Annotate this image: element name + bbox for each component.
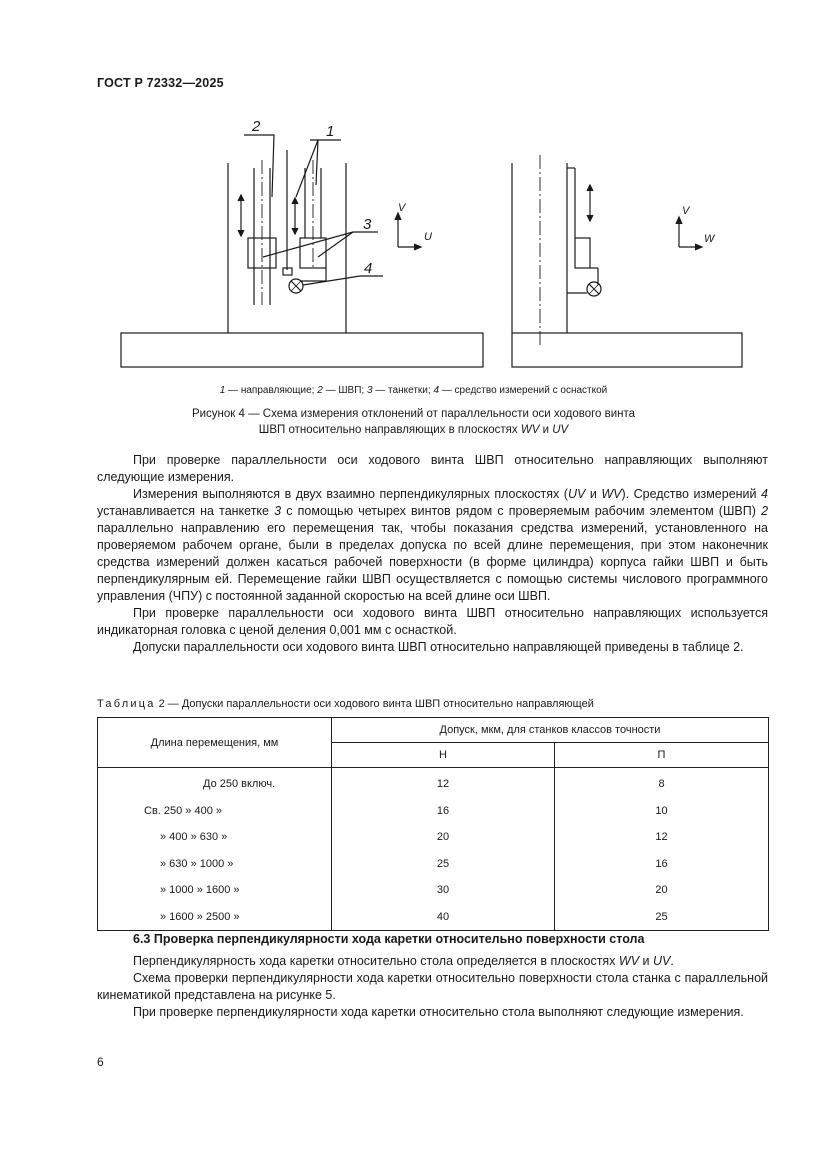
header-length: Длина перемещения, мм	[98, 718, 332, 768]
body-text-block	[97, 452, 768, 656]
label-1: 1	[326, 123, 335, 140]
paragraph: Измерения выполняются в двух взаимно перпендикулярных плоскостях (UV и WV). Средство измерений 4 устанавливается на танкетке 3 с помощью четырех винтов рядом с проверяемым рабочим элементом (ШВП) 2 параллельно направлению его перемещения так, чтобы показания средства измерений, установленного на проверяемом рабочем органе, были в пределах допуска по всей длине перемещения, при этом наконечник средства измерений должен касаться рабочей поверхности (в форме цилиндра) корпуса гайки ШВП и быть перпендикулярным ей. Перемещение гайки ШВП осуществляется с помощью системы числового программного управления (ЧПУ) с постоянной заданной скоростью на всей длине оси ШВП.	[97, 487, 769, 603]
motion-arrow	[292, 198, 298, 204]
leader-1	[316, 140, 318, 185]
header-class-h: Н	[332, 743, 555, 768]
table-title: Таблица 2 — Допуски параллельности оси ходового винта ШВП относительно направляющей	[97, 698, 594, 710]
axis-wv	[676, 217, 702, 250]
figure-4-diagram	[0, 0, 827, 380]
leader-1	[296, 140, 341, 197]
paragraph: При проверке параллельности оси ходового винта ШВП относительно направляющих используется индикаторная головка с ценой деления 0,001 мм с оснасткой.	[97, 606, 768, 637]
nut-block-side	[575, 238, 590, 268]
table-row: Св. 250 » 400 » 16 10	[98, 798, 769, 825]
paragraph: При проверке параллельности оси ходового винта ШВП относительно направляющих выполняют следующие измерения.	[97, 453, 768, 484]
motion-arrow	[292, 228, 298, 234]
section-text-block	[97, 953, 768, 1021]
header-tolerance: Допуск, мкм, для станков классов точности	[332, 718, 769, 743]
paragraph: Схема проверки перпендикулярности хода каретки относительно поверхности стола станка с параллельной кинематикой представлена на рисунке 5.	[97, 971, 768, 1002]
label-4: 4	[364, 260, 373, 277]
paragraph: Перпендикулярность хода каретки относительно стола определяется в плоскостях WV и UV.	[133, 954, 674, 968]
motion-arrow	[238, 195, 244, 201]
section-heading: 6.3 Проверка перпендикулярности хода каретки относительно поверхности стола	[133, 932, 645, 946]
table-base-right	[512, 333, 742, 367]
table-base-left	[121, 333, 483, 367]
page-number: 6	[97, 1055, 104, 1069]
table-row: » 400 » 630 » 20 12	[98, 824, 769, 851]
axis-label-v-right: V	[682, 205, 690, 217]
right-view	[512, 155, 742, 367]
axis-label-w: W	[704, 233, 715, 245]
paragraph: При проверке перпендикулярности хода каретки относительно стола выполняют следующие измерения.	[133, 1005, 744, 1019]
figure-caption: Рисунок 4 — Схема измерения отклонений от параллельности оси ходового винта ШВП относительно направляющих в плоскостях WV и UV	[191, 408, 636, 436]
paragraph: Допуски параллельности оси ходового винта ШВП относительно направляющей приведены в таблице 2.	[133, 640, 744, 654]
axis-label-v-left: V	[398, 202, 406, 214]
left-view	[121, 135, 483, 367]
table-row: До 250 включ. 12 8	[98, 768, 769, 798]
leader-3	[318, 232, 353, 257]
motion-arrow	[238, 230, 244, 236]
table-row: » 1000 » 1600 » 30 20	[98, 877, 769, 904]
table-row: » 630 » 1000 » 25 16	[98, 851, 769, 878]
label-3: 3	[363, 216, 372, 233]
axis-uv	[395, 213, 421, 250]
figure-legend: 1 — направляющие; 2 — ШВП; 3 — танкетки; 4 — средство измерений с оснасткой	[219, 385, 608, 396]
table-row: » 1600 » 2500 » 40 25	[98, 904, 769, 931]
axis-label-u: U	[424, 231, 432, 243]
document-header: ГОСТ Р 72332—2025	[97, 76, 224, 90]
label-2: 2	[252, 118, 261, 135]
header-class-p: П	[555, 743, 769, 768]
tolerance-table	[97, 717, 769, 931]
